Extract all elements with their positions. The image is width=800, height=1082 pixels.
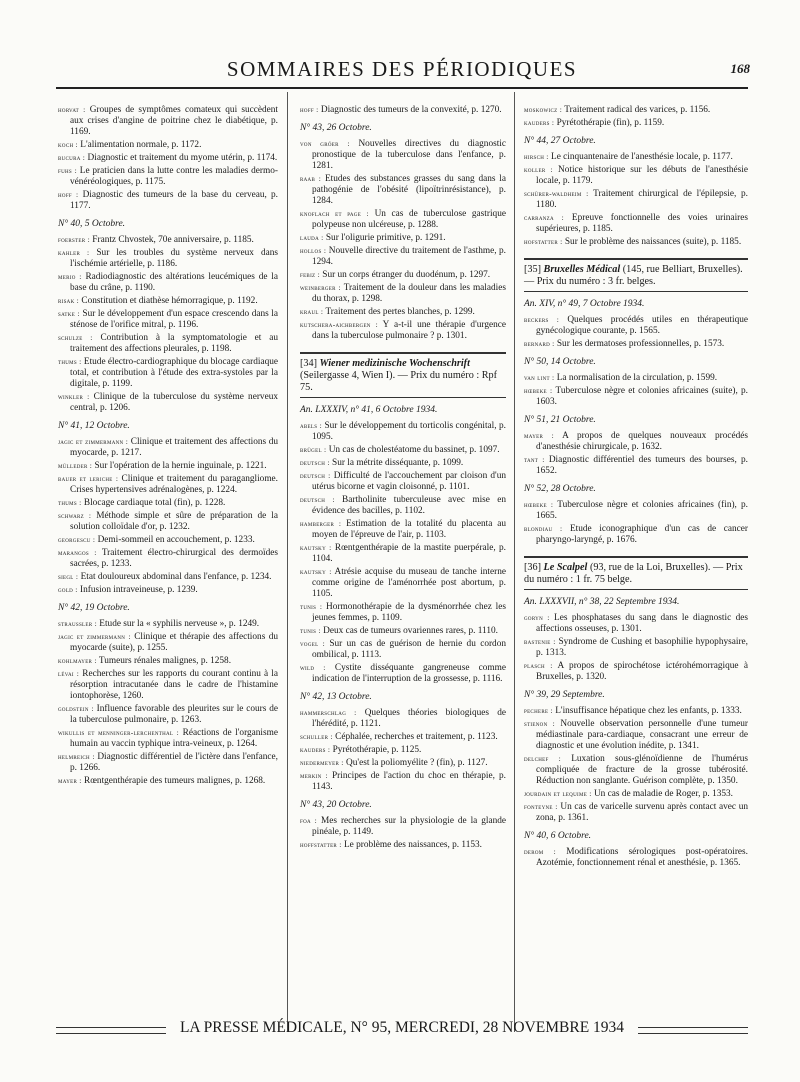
article-title: Demi-sommeil en accouchement, p. 1233. <box>97 535 255 545</box>
article-title: Quelques procédés utiles en thérapeutique gynécologique courante, p. 1565. <box>536 315 748 336</box>
article-entry <box>58 391 278 414</box>
journal-details: (145, rue Belliart, Bruxelles). — Prix du numéro : 3 fr. belges. <box>524 264 743 287</box>
article-entry <box>300 731 506 743</box>
journal-header <box>524 258 748 292</box>
journal-header <box>300 352 506 398</box>
article-author: von gröer : <box>300 139 350 148</box>
article-title: Tuberculose nègre et colonies africaines (fin), p. 1665. <box>536 500 748 521</box>
article-title: Infusion intraveineuse, p. 1239. <box>79 585 198 595</box>
article-author: kauders : <box>524 118 555 127</box>
article-title: Deux cas de tumeurs ovariennes rares, p. 1110. <box>323 626 498 636</box>
article-author: kautsky : <box>300 543 332 552</box>
article-entry <box>300 707 506 730</box>
article-entry <box>300 104 506 116</box>
article-entry <box>300 662 506 685</box>
article-title: Sur l'opération de la hernie inguinale, p. 1221. <box>94 461 267 471</box>
article-entry <box>300 518 506 541</box>
article-title: Etude sur la « syphilis nerveuse », p. 1249. <box>99 619 260 629</box>
article-author: tunis : <box>300 626 321 635</box>
article-author: brügel : <box>300 445 327 454</box>
article-entry <box>300 815 506 838</box>
article-title: A propos de spirochétose ictérohémorragique à Bruxelles, p. 1320. <box>536 661 749 682</box>
article-entry <box>300 744 506 756</box>
article-entry <box>524 164 748 187</box>
article-title: Y a-t-il une thérapie d'urgence dans la tuberculose pulmonaire ? p. 1301. <box>312 320 507 341</box>
article-author: beckers : <box>524 315 560 324</box>
column-left <box>58 104 278 788</box>
issue-heading: N° 40, 5 Octobre. <box>58 219 126 229</box>
article-entry <box>58 751 278 774</box>
article-title: Diagnostic différentiel des tumeurs des bourses, p. 1652. <box>536 455 748 476</box>
article-author: delchef : <box>524 754 562 763</box>
article-title: Groupes de symptômes comateux qui succèdent aux crises d'angine de poitrine chez le diabétique, p. 1169. <box>70 105 279 137</box>
article-title: Le problème des naissances, p. 1153. <box>343 840 483 850</box>
article-author: fuhs : <box>58 166 77 175</box>
article-title: Diagnostic des tumeurs de la base du cerveau, p. 1177. <box>70 190 279 211</box>
article-author: plasch : <box>524 661 553 670</box>
article-entry <box>58 152 278 164</box>
article-author: van lint : <box>524 373 555 382</box>
article-author: kahler : <box>58 248 90 257</box>
article-author: georgescu : <box>58 535 96 544</box>
article-entry <box>300 173 506 207</box>
article-author: schuller : <box>300 732 333 741</box>
article-author: schwarz : <box>58 511 92 520</box>
article-entry <box>58 271 278 294</box>
article-author: tant : <box>524 455 545 464</box>
article-author: vogel : <box>300 639 326 648</box>
article-entry <box>524 718 748 752</box>
article-title: Constitution et diathèse hémorragique, p. 1192. <box>81 296 258 306</box>
article-title: Etat douloureux abdominal dans l'enfance, p. 1234. <box>80 572 272 582</box>
article-author: deutsch : <box>300 458 330 467</box>
article-entry <box>300 282 506 305</box>
page-title: SOMMAIRES DES PÉRIODIQUES <box>226 57 578 81</box>
article-entry <box>524 314 748 337</box>
article-author: deutsch : <box>300 471 331 480</box>
article-title: Sur un cas de guérison de hernie du cordon ombilical, p. 1113. <box>312 639 507 660</box>
article-title: Principes de l'action du choc en thérapie, p. 1143. <box>312 771 506 792</box>
article-entry <box>524 338 748 350</box>
header-rule <box>56 87 748 89</box>
article-entry <box>300 245 506 268</box>
article-author: hœbeke : <box>524 386 553 395</box>
article-author: merkin : <box>300 771 328 780</box>
article-title: Céphalée, recherches et traitement, p. 1123. <box>335 732 498 742</box>
article-title: Recherches sur les rapports du courant continu à la résorption intracutanée dans le cadre de l'histamine iontophorèse, 1260. <box>70 669 278 701</box>
article-entry <box>300 420 506 443</box>
column-middle <box>300 104 506 852</box>
article-author: stienon : <box>524 719 556 728</box>
column-divider <box>287 92 288 1032</box>
article-title: Syndrome de Cushing et basophilie hypophysaire, p. 1313. <box>536 637 748 658</box>
issue-heading: An. LXXXVII, n° 38, 22 Septembre 1934. <box>524 597 680 607</box>
article-author: fonteyne : <box>524 802 558 811</box>
issue-heading: N° 42, 13 Octobre. <box>300 692 372 702</box>
article-entry <box>58 547 278 570</box>
article-entry <box>58 584 278 596</box>
article-author: tunis : <box>300 602 323 611</box>
article-author: kraul : <box>300 307 324 316</box>
article-entry <box>524 104 748 116</box>
article-title: Radiodiagnostic des altérations leucémiques de la base du crâne, p. 1190. <box>70 272 278 293</box>
column-right <box>524 104 748 870</box>
page-footer <box>56 1017 748 1039</box>
article-title: A propos de quelques nouveaux procédés d'anesthésie chirurgicale, p. 1632. <box>536 431 748 452</box>
article-title: Sur les troubles du système nerveux dans l'ischémie artérielle, p. 1186. <box>70 248 278 269</box>
article-title: Diagnostic des tumeurs de la convexité, p. 1270. <box>320 105 502 115</box>
journal-name: Wiener medizinische Wochenschrift <box>319 358 470 369</box>
article-author: bastenie : <box>524 637 556 646</box>
article-author: koller : <box>524 165 553 174</box>
article-title: Mes recherches sur la physiologie de la glande pinéale, p. 1149. <box>312 816 506 837</box>
article-author: horvat : <box>58 105 86 114</box>
article-entry <box>524 385 748 408</box>
article-title: Sur le développement d'un espace crescendo dans la sténose de l'orifice mitral, p. 1196. <box>70 309 278 330</box>
article-author: carranza : <box>524 213 565 222</box>
article-entry <box>524 636 748 659</box>
article-title: Clinique et traitement du paragangliome. Crises hypertensives adrénalogènes, p. 1224. <box>70 474 278 495</box>
article-entry <box>58 497 278 509</box>
article-entry <box>58 727 278 750</box>
article-author: helmreich : <box>58 752 95 761</box>
article-title: Tumeurs rénales malignes, p. 1258. <box>98 656 232 666</box>
article-entry <box>58 631 278 654</box>
article-entry <box>524 430 748 453</box>
issue-heading: N° 40, 6 Octobre. <box>524 831 592 841</box>
article-author: risak : <box>58 296 80 305</box>
article-author: merio : <box>58 272 82 281</box>
article-entry <box>524 705 748 717</box>
article-title: Un cas de maladie de Roger, p. 1353. <box>593 789 733 799</box>
article-title: Difficulté de l'accouchement par cloison d'un utérus bicorne et vagin cloisonné, p. 1101. <box>312 471 506 492</box>
article-title: Frantz Chvostek, 70e anniversaire, p. 1185. <box>92 235 254 245</box>
article-entry <box>524 454 748 477</box>
article-entry <box>300 494 506 517</box>
article-title: Luxation sous-glénoïdienne de l'humérus compliquée de fracture de la grosse tubérosité. Réduction non sanglante. Guérison complète, p. 1350. <box>536 754 748 786</box>
page-header <box>56 55 748 85</box>
article-author: schürer-waldheim : <box>524 189 589 198</box>
article-title: L'insuffisance hépatique chez les enfants, p. 1333. <box>555 706 742 716</box>
article-title: La normalisation de la circulation, p. 1599. <box>556 373 718 383</box>
article-entry <box>58 510 278 533</box>
article-entry <box>58 703 278 726</box>
article-author: gold : <box>58 585 78 594</box>
article-entry <box>300 542 506 565</box>
page-number: 168 <box>730 61 750 76</box>
article-title: L'alimentation normale, p. 1172. <box>80 140 202 150</box>
article-entry <box>524 788 748 800</box>
article-entry <box>58 356 278 390</box>
article-author: koch : <box>58 140 78 149</box>
article-title: Bartholinite tuberculeuse avec mise en évidence des bacilles, p. 1102. <box>312 495 506 516</box>
article-author: müllеder : <box>58 461 93 470</box>
article-entry <box>300 470 506 493</box>
article-title: Qu'est la poliomyélite ? (fin), p. 1127. <box>346 758 488 768</box>
article-entry <box>58 460 278 472</box>
article-title: Sur l'oligurie primitive, p. 1291. <box>325 233 446 243</box>
issue-heading: An. XIV, n° 49, 7 Octobre 1934. <box>524 299 645 309</box>
article-title: Traitement radical des varices, p. 1156. <box>564 105 711 115</box>
article-author: winkler : <box>58 392 90 401</box>
article-entry <box>524 236 748 248</box>
article-title: Modifications sérologiques post-opératoires. Azotémie, fonctionnement rénal et anesthésie, p. 1365. <box>536 847 748 868</box>
article-author: hoff : <box>58 190 79 199</box>
article-author: deutsch : <box>300 495 335 504</box>
article-author: kauders : <box>300 745 331 754</box>
article-entry <box>300 566 506 600</box>
article-title: Un cas de varicelle survenu après contact avec un zona, p. 1361. <box>536 802 748 823</box>
article-title: Quelques théories biologiques de l'hérédité, p. 1121. <box>312 708 506 729</box>
article-author: hœbeke : <box>524 500 554 509</box>
article-author: hamberger : <box>300 519 342 528</box>
article-title: Diagnostic différentiel de l'ictère dans l'enfance, p. 1266. <box>70 752 278 773</box>
article-title: Tuberculose nègre et colonies africaines (suite), p. 1603. <box>536 386 748 407</box>
article-title: Méthode simple et sûre de préparation de la solution colloïdale d'or, p. 1232. <box>70 511 278 532</box>
article-title: Traitement électro-chirurgical des dermoïdes sacrées, p. 1233. <box>70 548 278 569</box>
issue-heading: An. LXXXIV, n° 41, 6 Octobre 1934. <box>300 405 438 415</box>
article-title: Influence favorable des pleurites sur le cours de la tuberculose pulmonaire, p. 1263. <box>70 704 278 725</box>
article-entry <box>300 269 506 281</box>
article-author: hoff : <box>300 105 319 114</box>
journal-details: (93, rue de la Loi, Bruxelles). — Prix du numéro : 1 fr. 75 belge. <box>524 562 743 585</box>
article-author: thums : <box>58 498 82 507</box>
article-entry <box>58 534 278 546</box>
article-entry <box>524 117 748 129</box>
article-author: knoflach et page : <box>300 209 369 218</box>
journal-header <box>524 556 748 590</box>
article-title: Sur les dermatoses professionnelles, p. 1573. <box>556 339 725 349</box>
article-title: Un cas de cholestéatome du bassinet, p. 1097. <box>328 445 500 455</box>
article-entry <box>58 571 278 583</box>
article-title: Réactions de l'organisme humain au vaccin typhique intra-veineux, p. 1264. <box>70 728 278 749</box>
article-author: abels : <box>300 421 323 430</box>
article-title: Sur le développement du torticolis congénital, p. 1095. <box>312 421 506 442</box>
article-title: Rœntgenthérapie de la mastite puerpérale, p. 1104. <box>312 543 506 564</box>
article-title: Atrésie acquise du museau de tanche interne comme origine de l'aménorrhée post abortum, p. 1105. <box>312 567 506 599</box>
article-author: febiz : <box>300 270 320 279</box>
journal-name: Bruxelles Médical <box>543 264 621 275</box>
article-title: Le cinquantenaire de l'anesthésie locale, p. 1177. <box>551 152 733 162</box>
journal-details: (Seilergasse 4, Wien I). — Prix du numéro : Rpf 75. <box>300 370 497 393</box>
article-author: kutschera-aichbergen : <box>300 320 378 329</box>
issue-heading: N° 44, 27 Octobre. <box>524 136 596 146</box>
article-title: Clinique et thérapie des affections du myocarde (suite), p. 1255. <box>70 632 278 653</box>
article-title: Sur un corps étranger du duodénum, p. 1297. <box>322 270 491 280</box>
article-entry <box>300 770 506 793</box>
article-entry <box>58 189 278 212</box>
article-title: Hormonothérapie de la dysménorrhée chez les jeunes femmes, p. 1109. <box>312 602 507 623</box>
article-title: Pyrétothérapie (fin), p. 1159. <box>556 118 665 128</box>
article-title: Etude iconographique d'un cas de cancer pharyngo-laryngé, p. 1676. <box>536 524 749 545</box>
article-title: Rœntgenthérapie des tumeurs malignes, p. 1268. <box>84 776 266 786</box>
article-author: kohlmayer : <box>58 656 97 665</box>
article-entry <box>58 655 278 667</box>
issue-heading: N° 39, 29 Septembre. <box>524 690 605 700</box>
journal-number: [34] <box>300 358 317 369</box>
article-title: Cystite disséquante gangreneuse comme indication de l'interruption de la grossesse, p. 1116. <box>312 663 507 684</box>
article-author: bernard : <box>524 339 555 348</box>
issue-heading: N° 50, 14 Octobre. <box>524 357 596 367</box>
article-entry <box>300 232 506 244</box>
article-entry <box>58 436 278 459</box>
article-entry <box>300 625 506 637</box>
article-entry <box>524 612 748 635</box>
article-author: wild : <box>300 663 326 672</box>
article-entry <box>58 775 278 787</box>
article-title: Traitement de la douleur dans les maladies du thorax, p. 1298. <box>312 283 506 304</box>
article-author: straussler : <box>58 619 97 628</box>
article-author: pechere : <box>524 706 553 715</box>
article-author: kautsky : <box>300 567 332 576</box>
article-entry <box>300 457 506 469</box>
article-author: blondiau : <box>524 524 563 533</box>
article-author: satke : <box>58 309 80 318</box>
article-entry <box>300 138 506 172</box>
article-title: Traitement des pertes blanches, p. 1299. <box>325 307 475 317</box>
article-author: wikullis et menninger-lerchenthal : <box>58 728 180 737</box>
article-title: Sur le problème des naissances (suite), p. 1185. <box>564 237 742 247</box>
article-entry <box>300 208 506 231</box>
article-title: Traitement chirurgical de l'épilepsie, p. 1180. <box>536 189 748 210</box>
article-entry <box>58 308 278 331</box>
article-entry <box>524 660 748 683</box>
article-entry <box>524 846 748 869</box>
article-author: hollos : <box>300 246 327 255</box>
article-author: mayer : <box>524 431 554 440</box>
article-entry <box>58 234 278 246</box>
article-author: raab : <box>300 174 322 183</box>
article-author: hoffstatter : <box>300 840 342 849</box>
article-author: bucura : <box>58 153 86 162</box>
article-author: marangos : <box>58 548 97 557</box>
article-title: Clinique et traitement des affections du myocarde, p. 1217. <box>70 437 279 458</box>
article-entry <box>300 638 506 661</box>
article-title: Etudes des substances grasses du sang dans la pathogénie de l'obésité (lipoïtrinrésistance), p. 1284. <box>312 174 506 206</box>
issue-heading: N° 42, 19 Octobre. <box>58 603 130 613</box>
issue-heading: N° 41, 12 Octobre. <box>58 421 130 431</box>
article-entry <box>524 499 748 522</box>
article-title: Nouvelle observation personnelle d'une tumeur médiastinale para-cardiaque, consacrant une erreur de diagnostic et une évolution inédite, p. 1341. <box>536 719 749 751</box>
article-entry <box>300 757 506 769</box>
journal-number: [35] <box>524 264 541 275</box>
issue-heading: N° 51, 21 Octobre. <box>524 415 596 425</box>
article-entry <box>300 306 506 318</box>
article-author: jourdain et lequime : <box>524 789 592 798</box>
article-title: Nouvelles directives du diagnostic pronostique de la tuberculose dans l'enfance, p. 1281. <box>312 139 506 171</box>
article-entry <box>524 188 748 211</box>
article-author: foerster : <box>58 235 90 244</box>
article-entry <box>58 139 278 151</box>
article-entry <box>58 332 278 355</box>
article-entry <box>58 473 278 496</box>
journal-number: [36] <box>524 562 541 573</box>
article-author: goldstein : <box>58 704 94 713</box>
article-author: schulze : <box>58 333 93 342</box>
article-title: Diagnostic et traitement du myome utérin, p. 1174. <box>87 153 278 163</box>
article-author: hirsch : <box>524 152 549 161</box>
footer-text: LA PRESSE MÉDICALE, N° 95, MERCREDI, 28 NOVEMBRE 1934 <box>179 1019 625 1036</box>
article-title: Le praticien dans la lutte contre les maladies dermo-vénéréologiques, p. 1175. <box>70 166 279 187</box>
article-entry <box>300 839 506 851</box>
article-title: Les phosphatases du sang dans le diagnostic des affections osseuses, p. 1301. <box>536 613 749 634</box>
article-title: Pyrétothérapie, p. 1125. <box>332 745 422 755</box>
article-title: Nouvelle directive du traitement de l'asthme, p. 1294. <box>312 246 506 267</box>
article-entry <box>58 104 278 138</box>
article-author: thums : <box>58 357 82 366</box>
article-author: lauda : <box>300 233 324 242</box>
article-title: Un cas de tuberculose gastrique polypeuse non ulcéreuse, p. 1288. <box>312 209 506 230</box>
article-entry <box>58 165 278 188</box>
article-entry <box>300 444 506 456</box>
issue-heading: N° 52, 28 Octobre. <box>524 484 596 494</box>
article-author: hammerschlag : <box>300 708 357 717</box>
article-author: jagic et zimmermann : <box>58 632 131 641</box>
article-entry <box>58 668 278 702</box>
article-author: foa : <box>300 816 318 825</box>
article-entry <box>524 151 748 163</box>
article-author: mayer : <box>58 776 82 785</box>
article-title: Estimation de la totalité du placenta au moyen de l'épreuve de l'air, p. 1103. <box>312 519 507 540</box>
article-author: weinberger : <box>300 283 341 292</box>
article-title: Epreuve fonctionnelle des voies urinaires supérieures, p. 1185. <box>536 213 749 234</box>
article-author: jagic et zimmermann : <box>58 437 129 446</box>
article-entry <box>524 801 748 824</box>
article-entry <box>58 295 278 307</box>
article-title: Etude électro-cardiographique du blocage cardiaque total, et contribution à l'étude des extra-systoles par la digitale, p. 1199. <box>70 357 278 389</box>
article-entry <box>300 601 506 624</box>
article-author: lévai : <box>58 669 80 678</box>
article-title: Clinique de la tuberculose du système nerveux central, p. 1206. <box>70 392 278 413</box>
article-entry <box>58 618 278 630</box>
article-title: Contribution à la symptomatologie et au traitement des affections pleurales, p. 1198. <box>70 333 278 354</box>
issue-heading: N° 43, 26 Octobre. <box>300 123 372 133</box>
article-author: goryn : <box>524 613 550 622</box>
article-author: niedermeyer : <box>300 758 344 767</box>
article-author: derom : <box>524 847 556 856</box>
column-divider <box>514 92 515 1032</box>
article-title: Sur la métrite disséquante, p. 1099. <box>332 458 464 468</box>
article-entry <box>524 753 748 787</box>
article-title: Blocage cardiaque total (fin), p. 1228. <box>83 498 226 508</box>
article-author: moskowicz : <box>524 105 563 114</box>
article-entry <box>524 523 748 546</box>
article-entry <box>300 319 506 342</box>
article-entry <box>524 372 748 384</box>
article-author: bauer et leriche : <box>58 474 119 483</box>
article-entry <box>58 247 278 270</box>
article-title: Notice historique sur les débuts de l'anesthésie locale, p. 1179. <box>536 165 749 186</box>
journal-name: Le Scalpel <box>543 562 588 573</box>
article-entry <box>524 212 748 235</box>
issue-heading: N° 43, 20 Octobre. <box>300 800 372 810</box>
article-author: hofstatter : <box>524 237 563 246</box>
article-author: siegl : <box>58 572 79 581</box>
